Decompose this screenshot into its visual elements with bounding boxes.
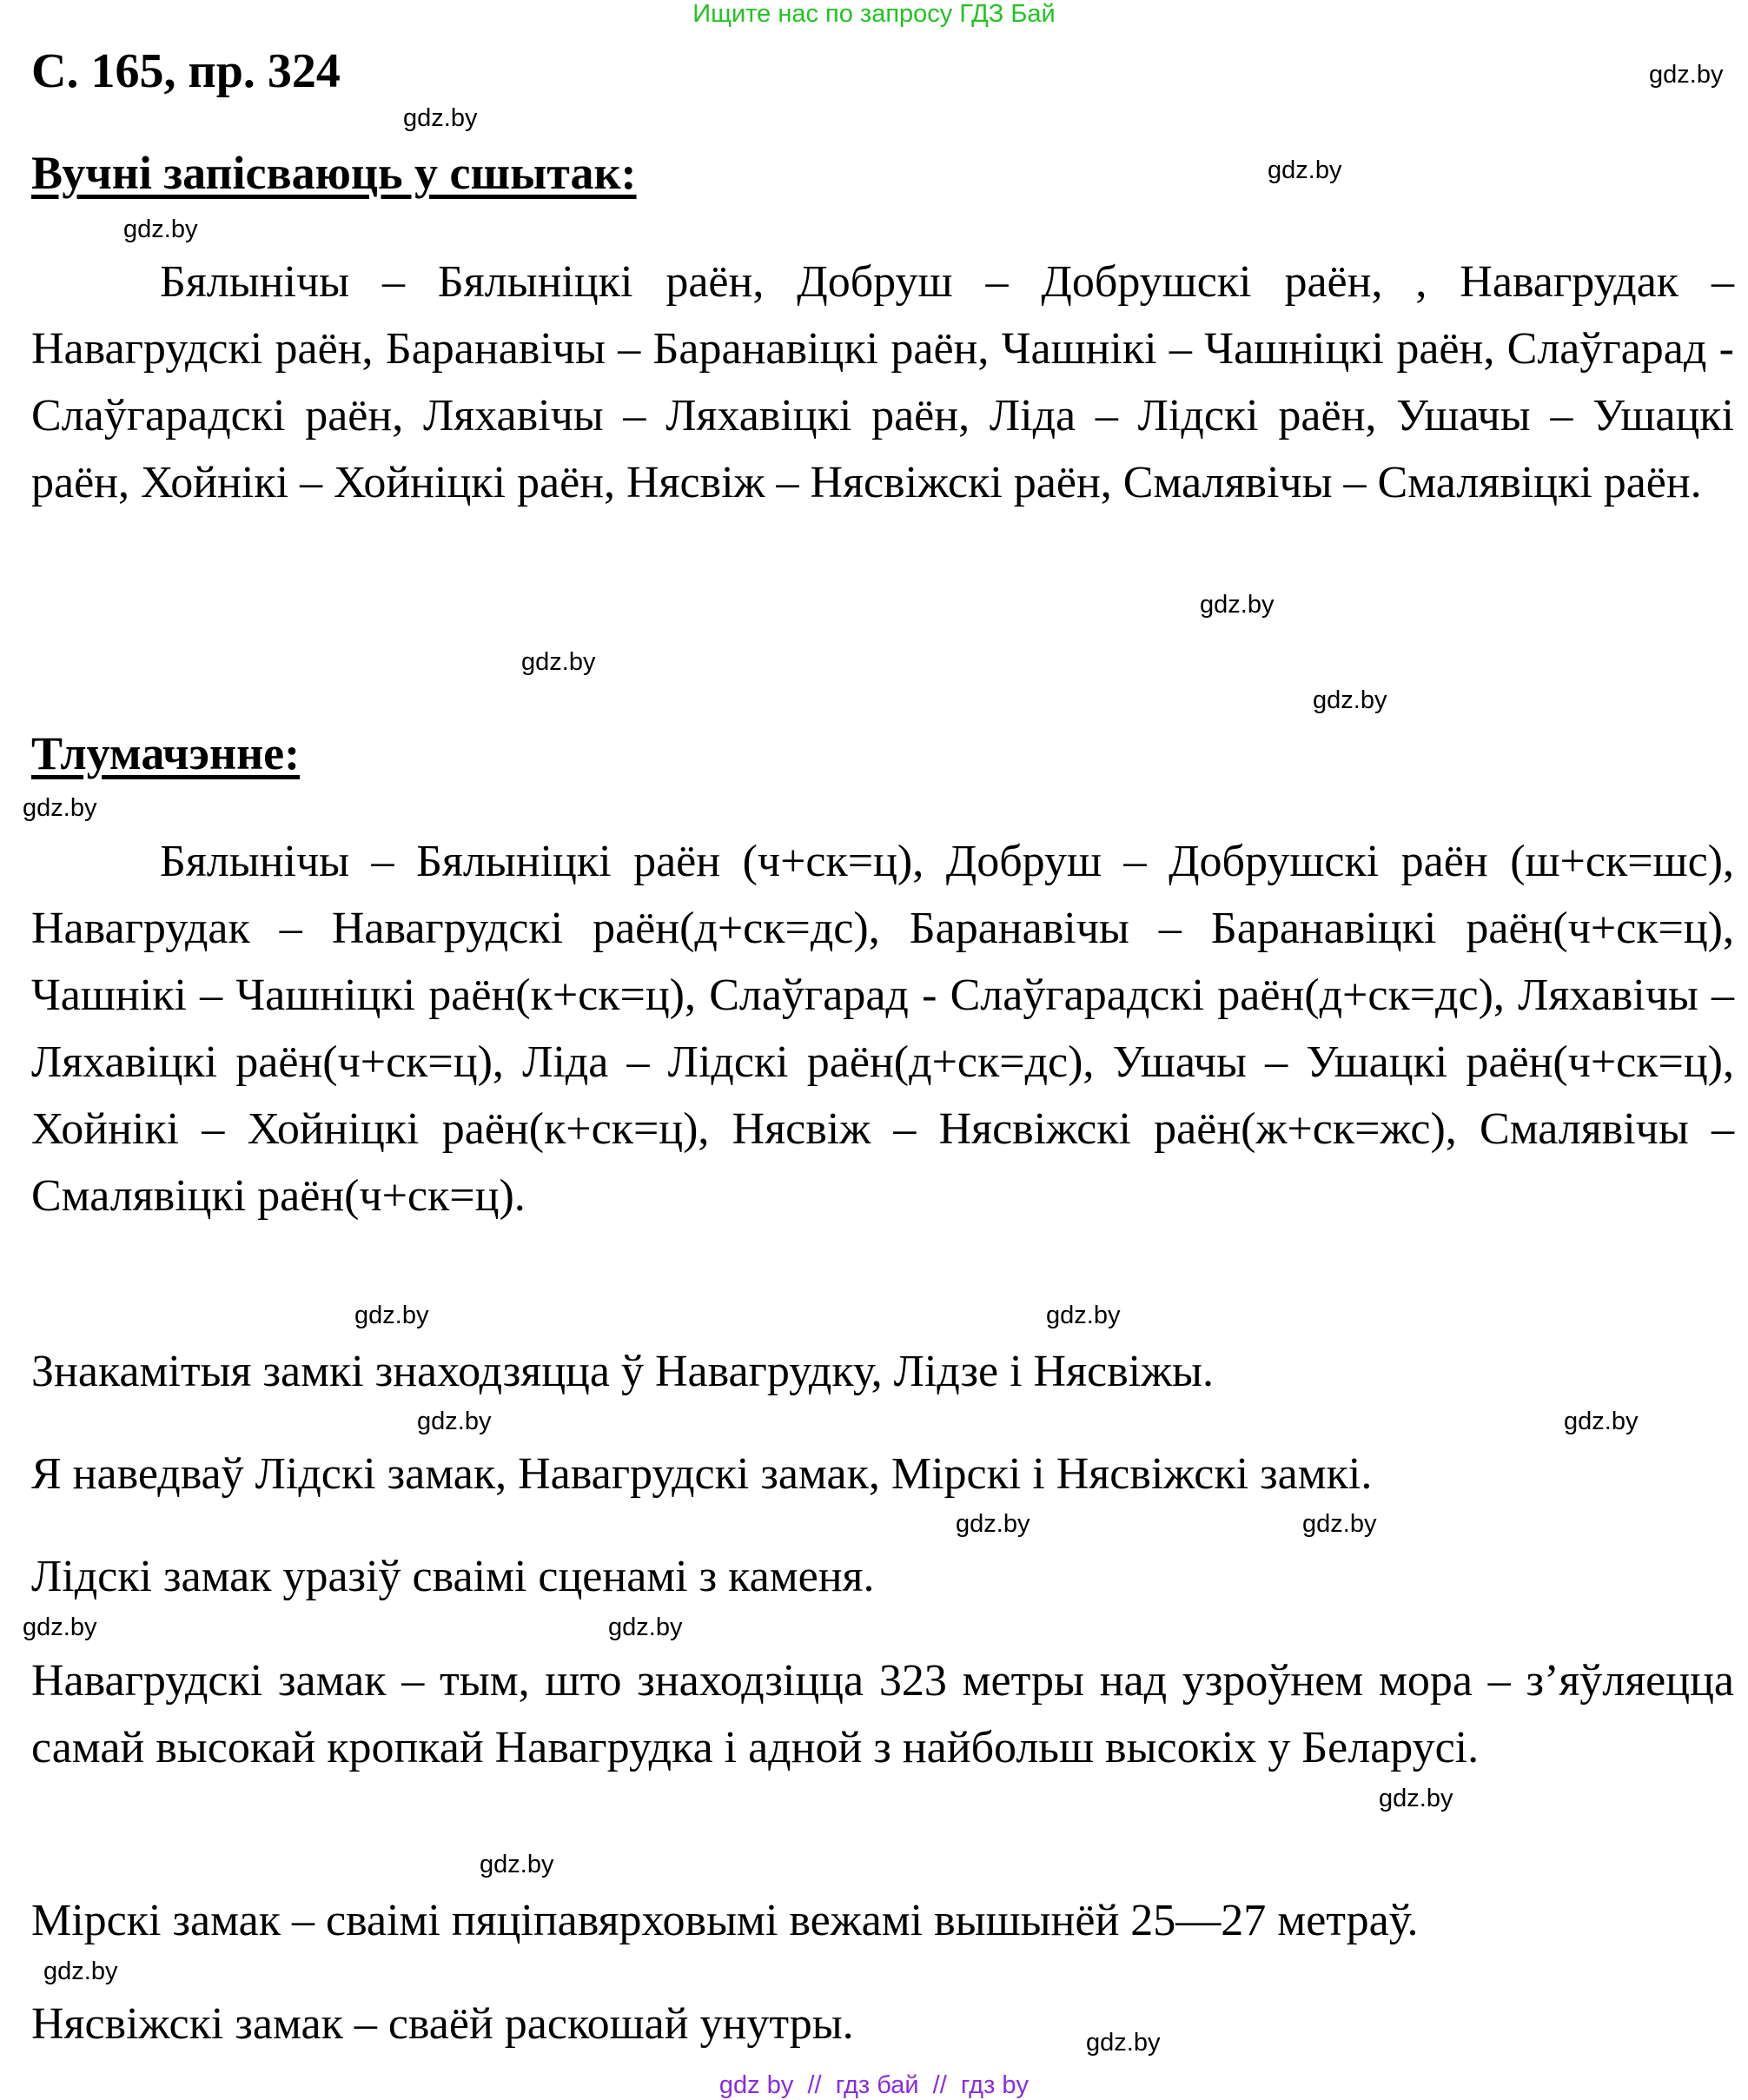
watermark: gdz.by [521,648,596,676]
section1-text: Бялынічы – Бялыніцкі раён, Добруш – Добрушскі раён, , Навагрудак – Навагрудскі раён, Баранавічы – Баранавіцкі раён, Чашнікі – Чашніцкі раён, Слаўгарад - Слаўгарадскі раён, Ляхавічы – Ляхавіцкі раён, Ліда – Лідскі раён, Ушачы – Ушацкі раён, Хойнікі – Хойніцкі раён, Нясвіж – Нясвіжскі раён, Смалявічы – Смалявіцкі раён. [31,257,1734,507]
sentence: Навагрудскі замак – тым, што знаходзіцца 323 метры над узроўнем мора – з’яўляецца самай высокай кропкай Навагрудка і адной з найбольш высокіх у Беларусі. [31,1656,1734,1772]
sentence: Нясвіжскі замак – сваёй раскошай унутры. [31,1999,854,2049]
watermark: gdz.by [1379,1785,1453,1812]
sentence: Знакамітыя замкі знаходзяцца ў Навагрудку, Лідзе і Нясвіжы. [31,1347,1214,1396]
watermark: gdz.by [403,104,478,132]
watermark: gdz.by [417,1408,492,1435]
watermark: gdz.by [1302,1510,1377,1538]
footer-watermark: gdz by // гдз бай // гдз by [718,2071,1030,2099]
watermark: gdz.by [354,1302,429,1329]
watermark: gdz.by [480,1851,554,1878]
watermark: gdz.by [123,215,198,243]
watermark: gdz.by [608,1613,683,1641]
sentence: Мірскі замак – сваімі пяціпавярховымі вежамі вышынёй 25—27 метраў. [31,1896,1419,1945]
watermark: gdz.by [1200,591,1275,619]
watermark: gdz.by [1268,156,1342,184]
watermark: gdz.by [956,1510,1030,1538]
top-banner: Ищите нас по запросу ГДЗ Бай [692,0,1056,28]
sentence: Лідскі замак уразіў сваімі сценамі з каменя. [31,1552,875,1601]
watermark: gdz.by [1046,1302,1121,1329]
watermark: gdz.by [1086,2029,1161,2057]
section2-text: Бялынічы – Бялыніцкі раён (ч+ск=ц), Добруш – Добрушскі раён (ш+ск=шс), Навагрудак – Навагрудскі раён(д+ск=дс), Баранавічы – Баранавіцкі раён(ч+ск=ц), Чашнікі – Чашніцкі раён(к+ск=ц), Слаўгарад - Слаўгарадскі раён(д+ск=дс), Ляхавічы – Ляхавіцкі раён(ч+ск=ц), Ліда – Лідскі раён(д+ск=дс), Ушачы – Ушацкі раён(ч+ск=ц), Хойнікі – Хойніцкі раён(к+ск=ц), Нясвіж – Нясвіжскі раён(ж+ск=жс), Смалявічы – Смалявіцкі раён(ч+ск=ц). [31,837,1734,1221]
section2-heading: Тлумачэнне: [31,727,301,779]
watermark: gdz.by [23,794,97,822]
watermark: gdz.by [1313,686,1387,714]
watermark: gdz.by [1649,61,1724,89]
sentence: Я наведваў Лідскі замак, Навагрудскі замак, Мірскі і Нясвіжскі замкі. [31,1449,1373,1499]
watermark: gdz.by [1564,1408,1639,1435]
watermark: gdz.by [23,1613,97,1641]
page-title: С. 165, пр. 324 [31,44,341,98]
watermark: gdz.by [43,1958,118,1985]
section1-heading: Вучні запісваюць у сшытак: [31,147,637,199]
